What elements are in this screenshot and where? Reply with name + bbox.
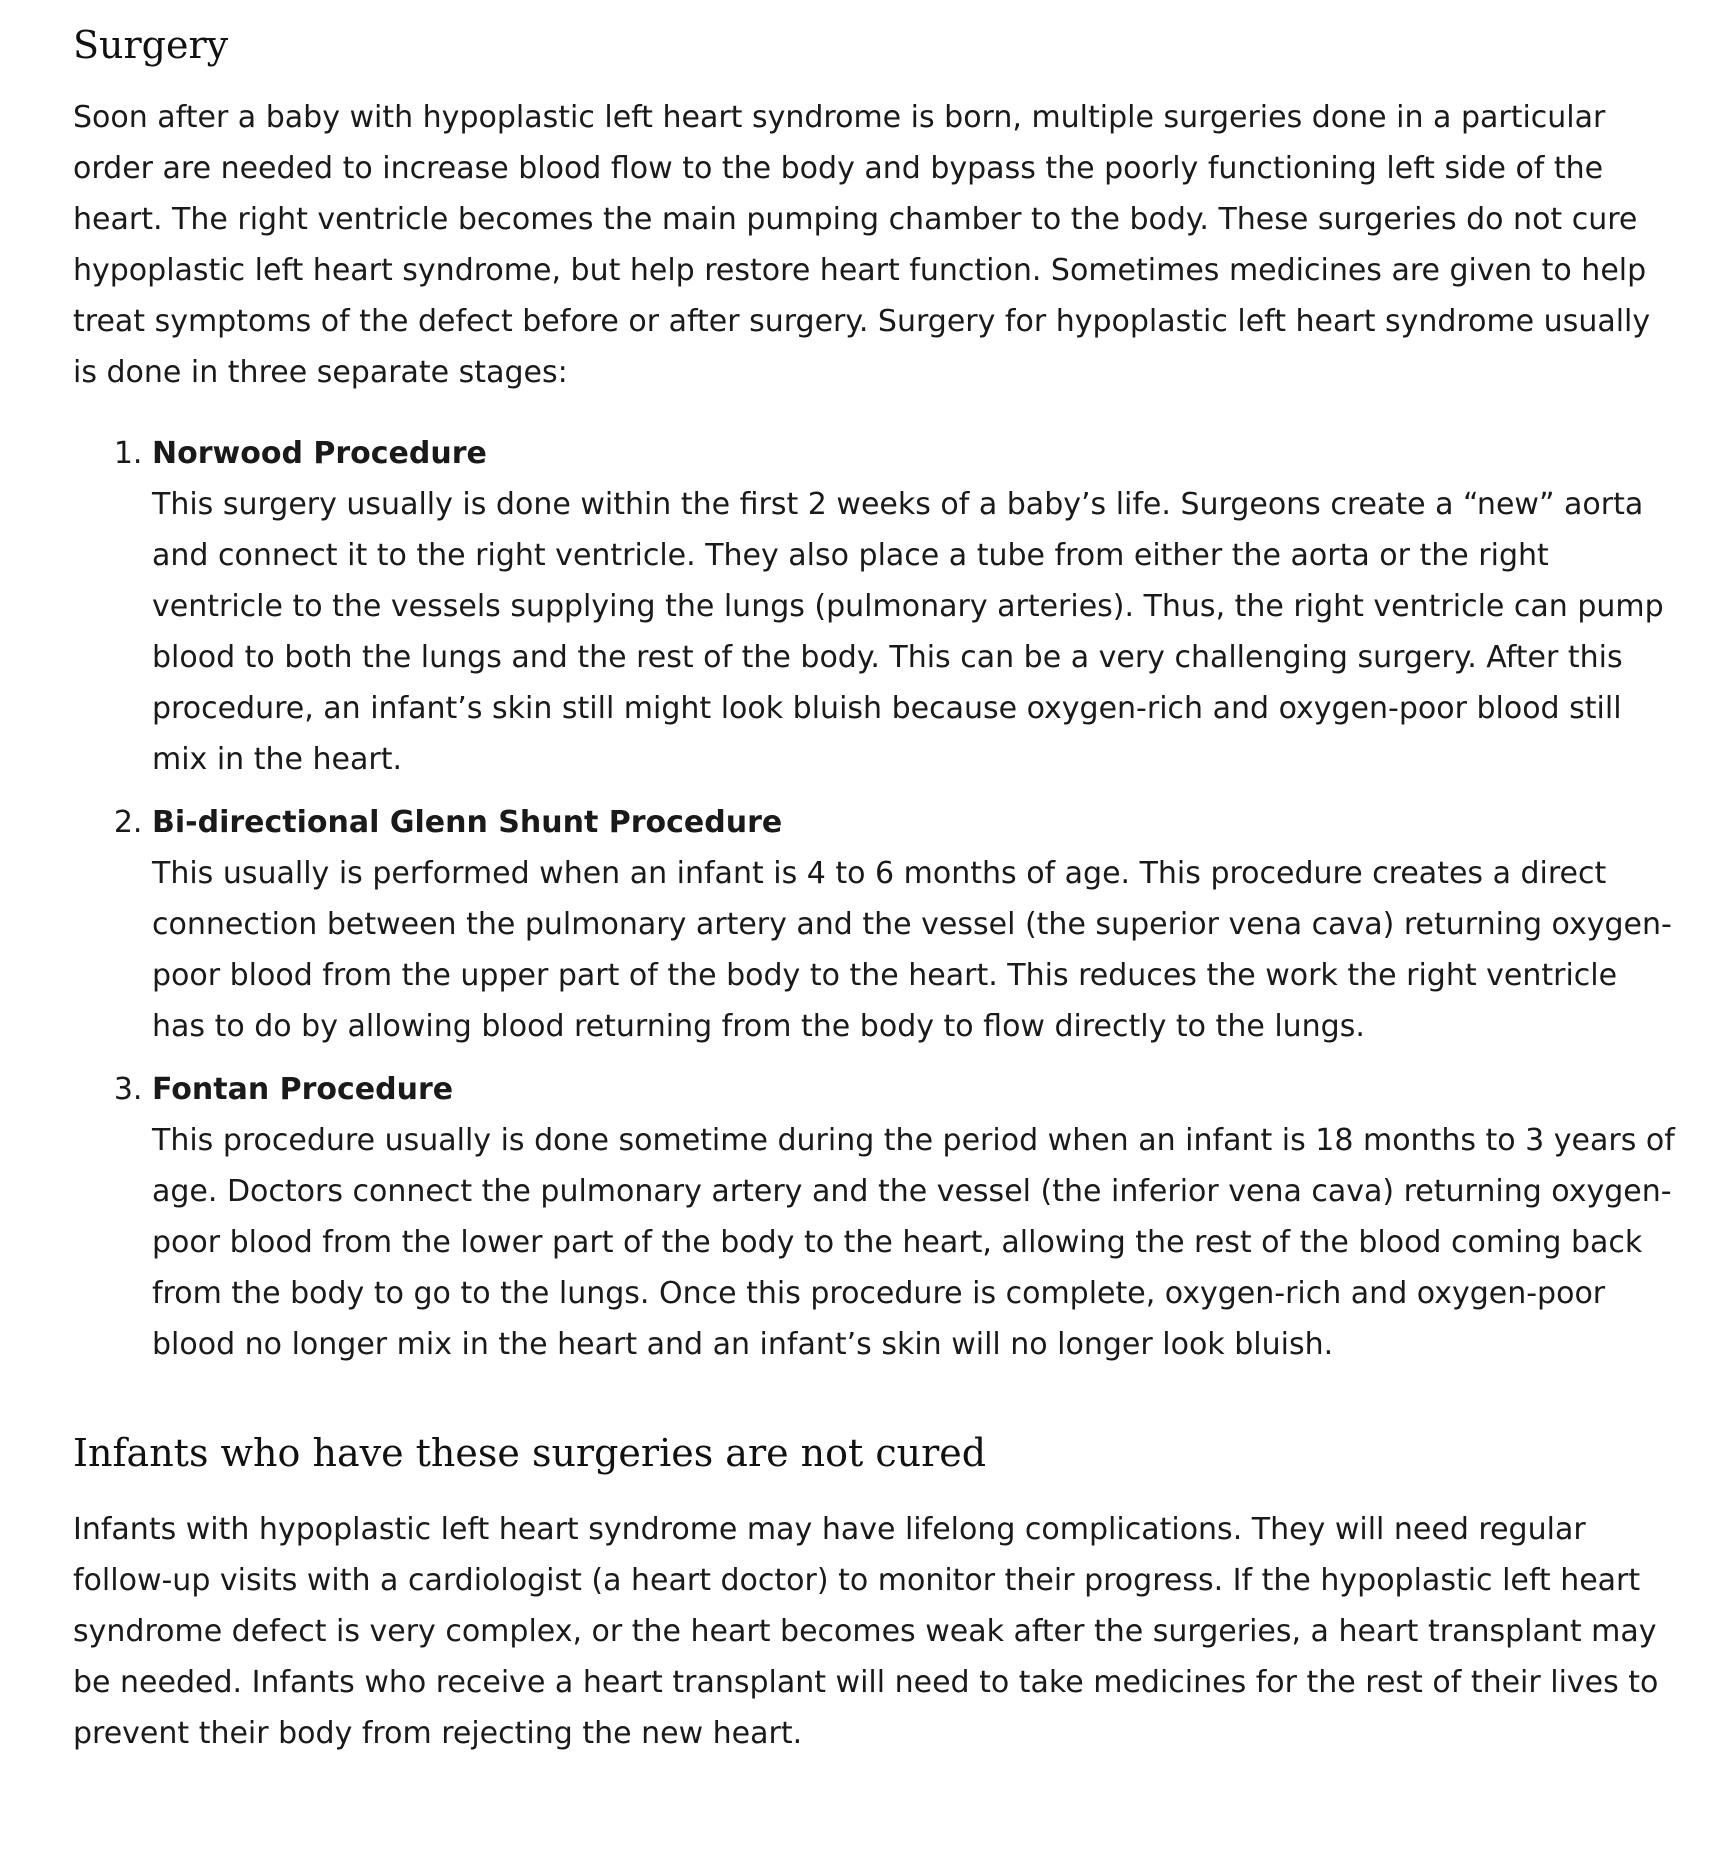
procedure-item-norwood <box>152 428 1676 785</box>
section-heading-surgery: Surgery <box>73 23 229 67</box>
surgery-intro-paragraph: Soon after a baby with hypoplastic left heart syndrome is born, multiple surgeries done in a particular order are needed to increase blood flow to the body and bypass the poorly functioning left side of the heart. The right ventricle becomes the main pumping chamber to the body. These surgeries do not cure hypoplastic left heart syndrome, but help restore heart function. Sometimes medicines are given to help treat symptoms of the defect before or after surgery. Surgery for hypoplastic left heart syndrome usually is done in three separate stages: <box>73 100 1651 390</box>
procedure-item-glenn <box>152 797 1676 1052</box>
procedure-description: This usually is performed when an infant is 4 to 6 months of age. This procedure creates a direct connection between the pulmonary artery and the vessel (the superior vena cava) returning oxygen-poor blood from the upper part of the body to the heart. This reduces the work the right ventricle has to do by allowing blood returning from the body to flow directly to the lungs. <box>152 856 1672 1044</box>
section-heading-not-cured: Infants who have these surgeries are not cured <box>73 1431 987 1475</box>
procedure-title: 3. Fontan Procedure <box>152 1072 454 1107</box>
procedure-description: This procedure usually is done sometime during the period when an infant is 18 months to 3 years of age. Doctors connect the pulmonary artery and the vessel (the inferior vena cava) returning oxygen-poor blood from the lower part of the body to the heart, allowing the rest of the blood coming back from the body to go to the lungs. Once this procedure is complete, oxygen-rich and oxygen-poor blood no longer mix in the heart and an infant’s skin will no longer look bluish. <box>152 1123 1675 1362</box>
procedure-item-fontan <box>152 1064 1676 1370</box>
not-cured-paragraph: Infants with hypoplastic left heart syndrome may have lifelong complications. They will need regular follow-up visits with a cardiologist (a heart doctor) to monitor their progress. If the hypoplastic left heart syndrome defect is very complex, or the heart becomes weak after the surgeries, a heart transplant may be needed. Infants who receive a heart transplant will need to take medicines for the rest of their lives to prevent their body from rejecting the new heart. <box>73 1512 1659 1751</box>
procedure-list <box>73 428 1676 1370</box>
procedure-title: 2. Bi-directional Glenn Shunt Procedure <box>152 805 783 840</box>
procedure-description: This surgery usually is done within the first 2 weeks of a baby’s life. Surgeons create a “new” aorta and connect it to the right ventricle. They also place a tube from either the aorta or the right ventricle to the vessels supplying the lungs (pulmonary arteries). Thus, the right ventricle can pump blood to both the lungs and the rest of the body. This can be a very challenging surgery. After this procedure, an infant’s skin still might look bluish because oxygen-rich and oxygen-poor blood still mix in the heart. <box>152 487 1664 777</box>
procedure-title: 1. Norwood Procedure <box>152 436 487 471</box>
